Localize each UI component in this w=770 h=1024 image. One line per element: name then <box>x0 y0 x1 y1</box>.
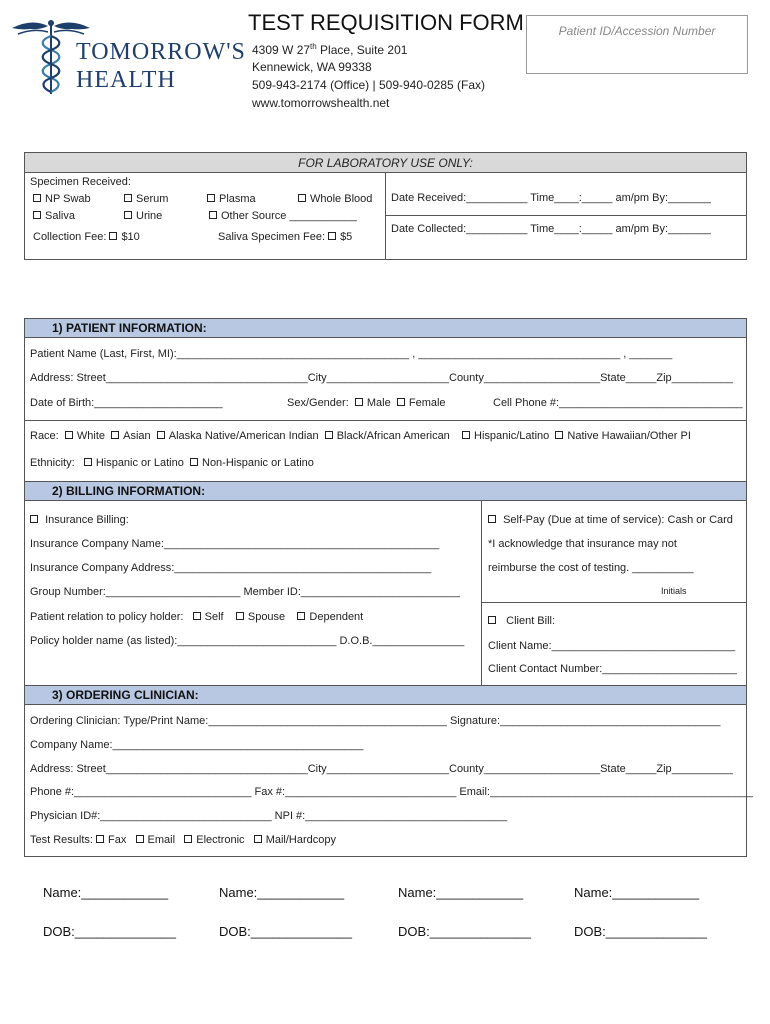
insurance-company-name-field[interactable]: Insurance Company Name:_____________________________________________ <box>30 538 440 550</box>
client-bill-option[interactable]: Client Bill: <box>488 615 555 627</box>
serum-checkbox[interactable] <box>124 194 132 202</box>
billing-info-heading: 2) BILLING INFORMATION: <box>52 484 206 498</box>
collection-fee[interactable]: Collection Fee: $10 <box>33 231 140 243</box>
address-line-2: Kennewick, WA 99338 <box>252 60 372 74</box>
results-mail-checkbox[interactable] <box>254 835 262 843</box>
results-fax-checkbox[interactable] <box>96 835 104 843</box>
phone-line: 509-943-2174 (Office) | 509-940-0285 (Fax) <box>252 78 486 92</box>
label-dob-2[interactable]: DOB:______________ <box>219 924 353 939</box>
date-collected-field[interactable]: Date Collected:__________ Time____:_____ am/pm By:_______ <box>391 223 711 235</box>
results-email-checkbox[interactable] <box>136 835 144 843</box>
np-swab-option[interactable]: NP Swab <box>33 193 91 205</box>
acknowledge-line-1: *I acknowledge that insurance may not <box>488 538 677 550</box>
client-name-field[interactable]: Client Name:______________________________ <box>488 640 736 652</box>
race-hispanic-checkbox[interactable] <box>462 431 470 439</box>
insurance-billing-option[interactable]: Insurance Billing: <box>30 514 129 526</box>
date-received-field[interactable]: Date Received:__________ Time____:_____ am/pm By:_______ <box>391 192 711 204</box>
saliva-checkbox[interactable] <box>33 211 41 219</box>
group-member-field[interactable]: Group Number:______________________ Member ID:__________________________ <box>30 586 460 598</box>
race-field[interactable]: Race: White Asian Alaska Native/American Indian Black/African American Hispanic/Latino Native Hawaiian/Other PI <box>30 430 691 442</box>
test-results-field[interactable]: Test Results: Fax Email Electronic Mail/Hardcopy <box>30 834 337 846</box>
cell-phone-field[interactable]: Cell Phone #:______________________________ <box>493 397 743 409</box>
results-electronic-checkbox[interactable] <box>184 835 192 843</box>
sex-gender-field[interactable]: Sex/Gender: Male Female <box>287 397 446 409</box>
ordering-clinician-field[interactable]: Ordering Clinician: Type/Print Name:_______________________________________ Signature:____________________________________ <box>30 715 721 727</box>
whole-blood-checkbox[interactable] <box>298 194 306 202</box>
saliva-fee[interactable]: Saliva Specimen Fee: $5 <box>218 231 353 243</box>
collection-fee-checkbox[interactable] <box>109 232 117 240</box>
form-title: TEST REQUISITION FORM <box>248 10 524 35</box>
acknowledge-line-2[interactable]: reimburse the cost of testing. __________ <box>488 562 694 574</box>
label-dob-4[interactable]: DOB:______________ <box>574 924 708 939</box>
patient-name-field[interactable]: Patient Name (Last, First, MI):______________________________________ , _________________________________ , _______ <box>30 348 673 360</box>
eth-hispanic-checkbox[interactable] <box>84 458 92 466</box>
race-white-checkbox[interactable] <box>65 431 73 439</box>
initials-label: Initials <box>661 586 687 596</box>
policy-holder-field[interactable]: Policy holder name (as listed):__________________________ D.O.B._______________ <box>30 635 465 647</box>
patient-id-placeholder: Patient ID/Accession Number <box>558 24 716 38</box>
client-contact-field[interactable]: Client Contact Number:______________________ <box>488 663 737 675</box>
patient-dob-field[interactable]: Date of Birth:_____________________ <box>30 397 223 409</box>
label-dob-3[interactable]: DOB:______________ <box>398 924 532 939</box>
lab-divider <box>385 173 386 259</box>
patient-info-heading: 1) PATIENT INFORMATION: <box>52 321 207 335</box>
lab-use-heading: FOR LABORATORY USE ONLY: <box>298 156 473 170</box>
specimen-received-label: Specimen Received: <box>30 176 131 188</box>
eth-non-hispanic-checkbox[interactable] <box>190 458 198 466</box>
serum-option[interactable]: Serum <box>124 193 168 205</box>
clinician-address-field[interactable]: Address: Street_________________________________City____________________County___________________State_____Zip__________ <box>30 763 733 775</box>
insurance-billing-checkbox[interactable] <box>30 515 38 523</box>
logo-text-line1: TOMORROW'S <box>76 39 246 65</box>
self-checkbox[interactable] <box>193 612 201 620</box>
race-black-checkbox[interactable] <box>325 431 333 439</box>
other-source-option[interactable]: Other Source ___________ <box>209 210 357 222</box>
whole-blood-option[interactable]: Whole Blood <box>298 193 372 205</box>
saliva-fee-checkbox[interactable] <box>328 232 336 240</box>
self-pay-option[interactable]: Self-Pay (Due at time of service): Cash or Card <box>488 514 733 526</box>
self-pay-checkbox[interactable] <box>488 515 496 523</box>
client-bill-checkbox[interactable] <box>488 616 496 624</box>
website: www.tomorrowshealth.net <box>252 96 390 110</box>
female-checkbox[interactable] <box>397 398 405 406</box>
policy-relation-field[interactable]: Patient relation to policy holder: Self Spouse Dependent <box>30 611 364 623</box>
np-swab-checkbox[interactable] <box>33 194 41 202</box>
clinician-heading: 3) ORDERING CLINICIAN: <box>52 688 199 702</box>
spouse-checkbox[interactable] <box>236 612 244 620</box>
race-alaska-checkbox[interactable] <box>157 431 165 439</box>
billing-divider <box>481 501 482 685</box>
male-checkbox[interactable] <box>355 398 363 406</box>
race-asian-checkbox[interactable] <box>111 431 119 439</box>
label-name-1[interactable]: Name:____________ <box>43 885 169 900</box>
patient-divider <box>25 420 746 421</box>
label-name-4[interactable]: Name:____________ <box>574 885 700 900</box>
label-dob-1[interactable]: DOB:______________ <box>43 924 177 939</box>
dependent-checkbox[interactable] <box>297 612 305 620</box>
insurance-company-address-field[interactable]: Insurance Company Address:__________________________________________ <box>30 562 432 574</box>
ethnicity-field[interactable]: Ethnicity: Hispanic or Latino Non-Hispanic or Latino <box>30 457 314 469</box>
patient-id-field[interactable] <box>526 15 748 74</box>
plasma-checkbox[interactable] <box>207 194 215 202</box>
plasma-option[interactable]: Plasma <box>207 193 256 205</box>
clinician-contact-field[interactable]: Phone #:_____________________________ Fax #:____________________________ Email:___________________________________________ <box>30 786 754 798</box>
label-name-3[interactable]: Name:____________ <box>398 885 524 900</box>
label-name-2[interactable]: Name:____________ <box>219 885 345 900</box>
patient-address-field[interactable]: Address: Street_________________________________City____________________County___________________State_____Zip__________ <box>30 372 733 384</box>
physician-id-field[interactable]: Physician ID#:____________________________ NPI #:_________________________________ <box>30 810 508 822</box>
lab-divider-h <box>385 215 747 216</box>
other-source-checkbox[interactable] <box>209 211 217 219</box>
saliva-option[interactable]: Saliva <box>33 210 75 222</box>
billing-divider-h <box>481 602 747 603</box>
urine-checkbox[interactable] <box>124 211 132 219</box>
address-line-1: 4309 W 27th Place, Suite 201 <box>252 42 408 57</box>
company-name-field[interactable]: Company Name:_________________________________________ <box>30 739 364 751</box>
race-hawaiian-checkbox[interactable] <box>555 431 563 439</box>
logo-text-line2: HEALTH <box>76 67 176 93</box>
company-logo <box>10 14 246 98</box>
urine-option[interactable]: Urine <box>124 210 162 222</box>
